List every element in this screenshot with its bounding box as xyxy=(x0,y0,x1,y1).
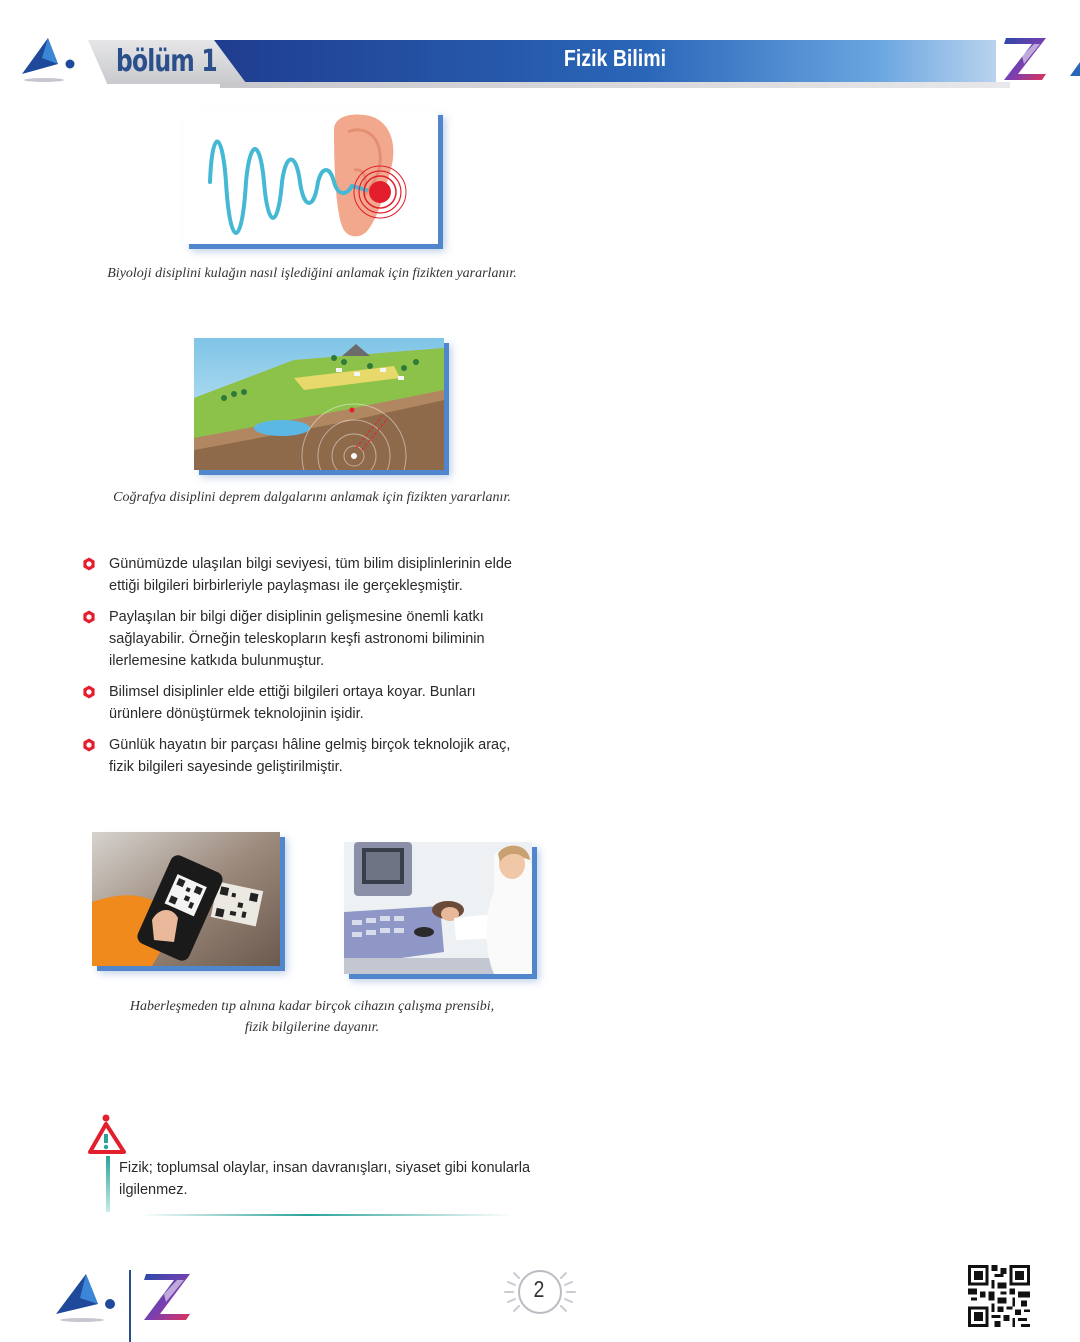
bullet-item xyxy=(82,606,532,672)
ear-illustration xyxy=(184,110,438,244)
z-logo-icon xyxy=(1000,34,1052,84)
hexagon-bullet-icon xyxy=(82,685,96,699)
footer-publisher-logo-icon xyxy=(52,1270,118,1324)
medical-ultrasound-image xyxy=(344,842,532,974)
publisher-logo-icon xyxy=(18,34,78,86)
hexagon-bullet-icon xyxy=(82,738,96,752)
earthquake-wave-image xyxy=(194,338,444,470)
edge-arrow-icon xyxy=(1068,62,1080,76)
ear-sound-wave-image xyxy=(184,110,438,244)
ultrasound-photo xyxy=(344,842,532,974)
warning-text: Fizik; toplumsal olaylar, insan davranışları, siyaset gibi konularla ilgilenmez. xyxy=(119,1160,531,1198)
warning-icon xyxy=(88,1114,128,1156)
bullet-text: Bilimsel disiplinler elde ettiği bilgileri ortaya koyar. Bunları ürünlere dönüştürmek teknolojinin işidir. xyxy=(109,684,476,722)
bullet-text: Günlük hayatın bir parçası hâline gelmiş birçok teknolojik araç, fizik bilgileri sayesinde geliştirilmiştir. xyxy=(109,737,511,775)
warning-divider xyxy=(140,1214,512,1216)
bullet-item xyxy=(82,681,532,725)
devices-caption-line-2: fizik bilgilerine dayanır. xyxy=(244,1020,380,1035)
bullet-item xyxy=(82,734,532,778)
footer-divider xyxy=(129,1270,131,1342)
qr-code-icon[interactable] xyxy=(968,1265,1030,1327)
earthquake-illustration xyxy=(194,338,444,470)
bullet-text: Günümüzde ulaşılan bilgi seviyesi, tüm bilim disiplinlerinin elde ettiği bilgileri birbirleriyle paylaşması ile gerçekleşmiştir. xyxy=(109,556,512,594)
bullet-text: Paylaşılan bir bilgi diğer disiplinin gelişmesine önemli katkı sağlayabilir. Örneğin teleskopların keşfi astronomi biliminin ilerlemesine katkıda bulunmuştur. xyxy=(109,609,485,669)
hexagon-bullet-icon xyxy=(82,610,96,624)
devices-caption-line-1: Haberleşmeden tıp alnına kadar birçok cihazın çalışma prensibi, xyxy=(129,999,495,1014)
page-number: 2 xyxy=(533,1276,545,1302)
bullet-item xyxy=(82,553,532,597)
chapter-label: bölüm 1 xyxy=(116,44,217,79)
ear-caption: Biyoloji disiplini kulağın nasıl işlediğini anlamak için fizikten yararlanır. xyxy=(107,266,517,281)
page-title: Fizik Bilimi xyxy=(563,45,667,71)
hexagon-bullet-icon xyxy=(82,557,96,571)
phone-scanning-qr-image xyxy=(92,832,280,966)
info-bullet-list xyxy=(82,553,532,787)
devices-caption xyxy=(92,996,532,1038)
geo-caption: Coğrafya disiplini deprem dalgalarını anlamak için fizikten yararlanır. xyxy=(113,490,511,505)
footer-z-logo-icon xyxy=(140,1270,196,1324)
phone-qr-photo xyxy=(92,832,280,966)
warning-accent-line xyxy=(106,1156,110,1212)
header-band-shadow xyxy=(220,82,1010,88)
